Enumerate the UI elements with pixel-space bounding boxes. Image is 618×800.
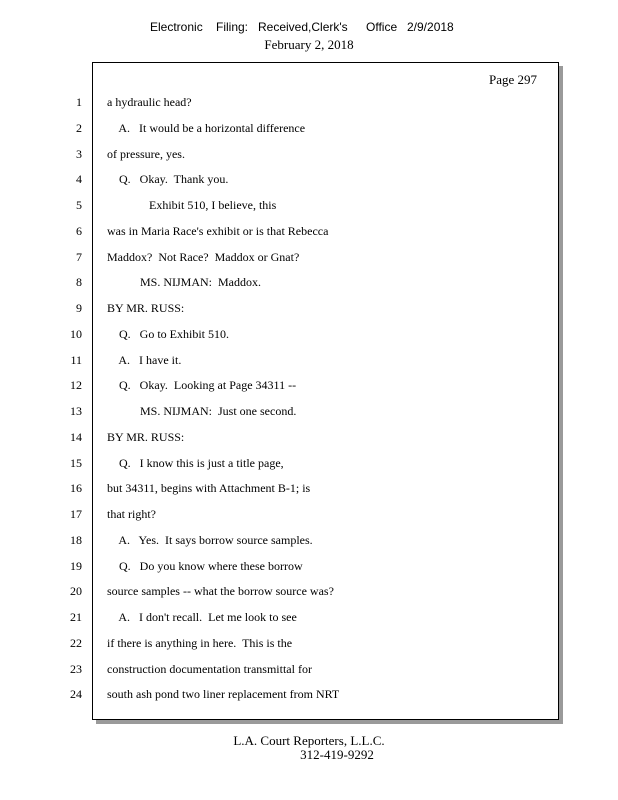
transcript-line: that right? [107, 507, 156, 521]
transcript-line: A. Yes. It says borrow source samples. [107, 533, 313, 547]
line-number: 10 [70, 327, 82, 341]
line-number: 11 [70, 353, 82, 367]
line-number: 2 [76, 121, 82, 135]
line-number: 7 [76, 250, 82, 264]
line-number: 9 [76, 301, 82, 315]
transcript-line: of pressure, yes. [107, 147, 185, 161]
transcript-line: a hydraulic head? [107, 95, 192, 109]
line-number: 6 [76, 224, 82, 238]
line-number: 16 [70, 481, 82, 495]
transcript-line: source samples -- what the borrow source was? [107, 584, 334, 598]
transcript-line: Q. Go to Exhibit 510. [107, 327, 229, 341]
line-number: 21 [70, 610, 82, 624]
line-number: 8 [76, 275, 82, 289]
transcript-line: Q. Do you know where these borrow [107, 559, 303, 573]
filing-electronic: Electronic [150, 20, 203, 34]
transcript-line: south ash pond two liner replacement from NRT [107, 687, 340, 701]
transcript-line: A. I don't recall. Let me look to see [107, 610, 297, 624]
line-number: 18 [70, 533, 82, 547]
filing-filed-date: 2/9/2018 [407, 20, 454, 34]
filing-office: Office [366, 20, 398, 34]
transcript-line: Exhibit 510, I believe, this [107, 198, 277, 212]
line-number: 13 [70, 404, 82, 418]
transcript-line: Q. Okay. Thank you. [107, 172, 229, 186]
filing-label: Filing: [216, 20, 249, 34]
transcript-line: Q. Okay. Looking at Page 34311 -- [107, 378, 297, 392]
transcript-line: A. It would be a horizontal difference [107, 121, 306, 135]
line-number: 20 [70, 584, 82, 598]
transcript-line: BY MR. RUSS: [107, 301, 185, 315]
line-number: 12 [70, 378, 82, 392]
filing-date: February 2, 2018 [264, 37, 354, 52]
transcript-line: but 34311, begins with Attachment B-1; is [107, 481, 311, 495]
page-number: Page 297 [488, 72, 537, 87]
line-number: 15 [70, 456, 82, 470]
line-number: 23 [70, 662, 82, 676]
line-number: 17 [70, 507, 82, 521]
transcript-line: if there is anything in here. This is the [107, 636, 293, 650]
transcript-line: Q. I know this is just a title page, [107, 456, 284, 470]
line-number: 1 [76, 95, 82, 109]
transcript-line: BY MR. RUSS: [107, 430, 185, 444]
line-number: 19 [70, 559, 82, 573]
transcript-line: construction documentation transmittal for [107, 662, 312, 676]
footer-firm: L.A. Court Reporters, L.L.C. [233, 733, 385, 748]
transcript-line: was in Maria Race's exhibit or is that Rebecca [107, 224, 329, 238]
line-number: 3 [76, 147, 82, 161]
line-number: 22 [70, 636, 82, 650]
transcript-line: Maddox? Not Race? Maddox or Gnat? [107, 250, 300, 264]
footer-phone: 312-419-9292 [300, 747, 374, 762]
line-number: 14 [70, 430, 82, 444]
line-number: 5 [76, 198, 82, 212]
transcript-line: A. I have it. [107, 353, 182, 367]
transcript-line: MS. NIJMAN: Just one second. [107, 404, 297, 418]
filing-received: Received,Clerk's [258, 20, 348, 34]
line-number: 4 [76, 172, 82, 186]
transcript-line: MS. NIJMAN: Maddox. [107, 275, 262, 289]
line-number: 24 [70, 687, 82, 701]
